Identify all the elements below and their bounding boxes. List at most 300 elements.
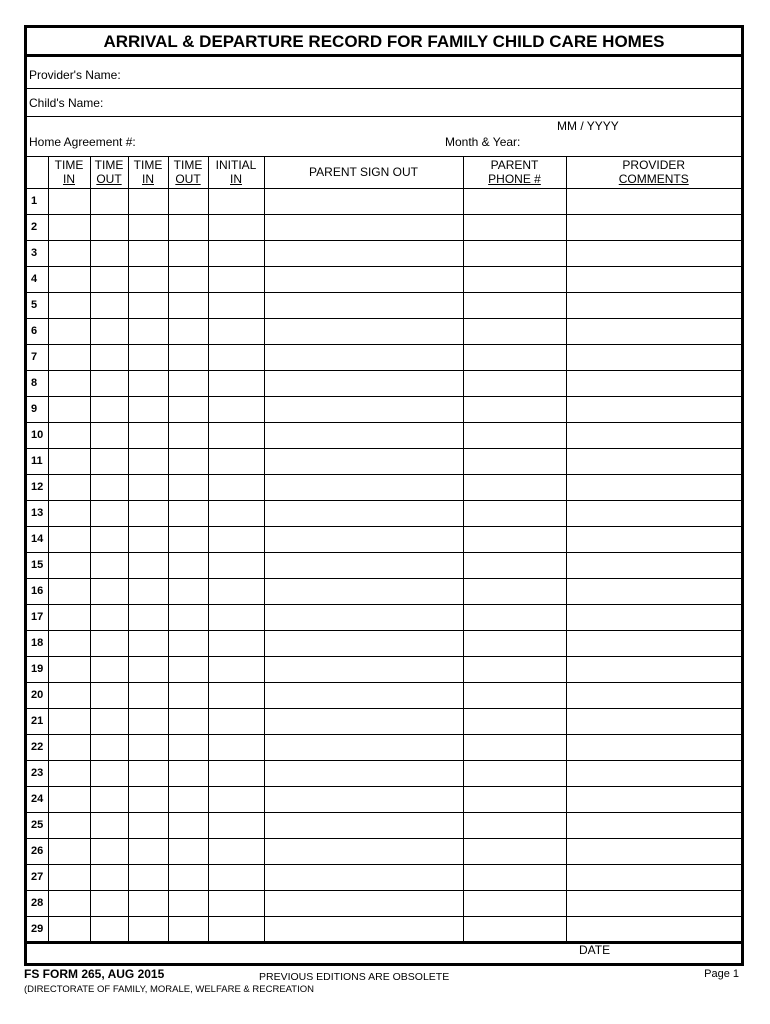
- row-number: 10: [27, 422, 48, 448]
- cell-time-in-2[interactable]: [128, 214, 168, 240]
- cell-time-in-1[interactable]: [48, 370, 90, 396]
- cell-time-in-1[interactable]: [48, 630, 90, 656]
- cell-parent-phone[interactable]: [463, 344, 566, 370]
- cell-time-out-1[interactable]: [90, 266, 128, 292]
- cell-initial-in[interactable]: [208, 552, 264, 578]
- cell-parent-phone[interactable]: [463, 396, 566, 422]
- cell-initial-in[interactable]: [208, 890, 264, 916]
- cell-time-in-1[interactable]: [48, 318, 90, 344]
- cell-initial-in[interactable]: [208, 864, 264, 890]
- cell-parent-phone[interactable]: [463, 422, 566, 448]
- cell-provider-comments[interactable]: [566, 734, 741, 760]
- cell-time-in-2[interactable]: [128, 708, 168, 734]
- cell-initial-in[interactable]: [208, 370, 264, 396]
- cell-parent-phone[interactable]: [463, 864, 566, 890]
- cell-initial-in[interactable]: [208, 474, 264, 500]
- row-number: 7: [27, 344, 48, 370]
- cell-initial-in[interactable]: [208, 812, 264, 838]
- cell-parent-phone[interactable]: [463, 526, 566, 552]
- cell-time-out-2[interactable]: [168, 760, 208, 786]
- cell-initial-in[interactable]: [208, 344, 264, 370]
- cell-parent-sign-out[interactable]: [264, 266, 463, 292]
- table-header-row: [27, 157, 741, 188]
- cell-provider-comments[interactable]: [566, 266, 741, 292]
- row-number: 29: [27, 916, 48, 942]
- cell-parent-sign-out[interactable]: [264, 188, 463, 214]
- cell-parent-sign-out[interactable]: [264, 682, 463, 708]
- cell-initial-in[interactable]: [208, 292, 264, 318]
- table-row: [27, 812, 741, 838]
- cell-provider-comments[interactable]: [566, 370, 741, 396]
- directorate-note: (DIRECTORATE OF FAMILY, MORALE, WELFARE & RECREATION: [24, 984, 314, 995]
- childs-name-label: Child's Name:: [29, 96, 104, 110]
- cell-time-out-2[interactable]: [168, 396, 208, 422]
- cell-parent-phone[interactable]: [463, 656, 566, 682]
- row-number: 15: [27, 552, 48, 578]
- row-number: 17: [27, 604, 48, 630]
- page-number: Page 1: [704, 968, 739, 980]
- table-row: [27, 370, 741, 396]
- table-row: [27, 552, 741, 578]
- cell-parent-sign-out[interactable]: [264, 812, 463, 838]
- form-title: ARRIVAL & DEPARTURE RECORD FOR FAMILY CHILD CARE HOMES: [27, 28, 741, 57]
- header-time-out-2: TIME OUT: [168, 157, 208, 188]
- cell-initial-in[interactable]: [208, 786, 264, 812]
- cell-time-in-2[interactable]: [128, 370, 168, 396]
- cell-time-out-1[interactable]: [90, 578, 128, 604]
- cell-time-in-2[interactable]: [128, 734, 168, 760]
- cell-parent-phone[interactable]: [463, 786, 566, 812]
- cell-provider-comments[interactable]: [566, 630, 741, 656]
- cell-time-out-1[interactable]: [90, 344, 128, 370]
- cell-time-in-1[interactable]: [48, 526, 90, 552]
- cell-parent-sign-out[interactable]: [264, 214, 463, 240]
- cell-time-in-2[interactable]: [128, 656, 168, 682]
- cell-provider-comments[interactable]: [566, 812, 741, 838]
- cell-time-out-1[interactable]: [90, 890, 128, 916]
- table-row: [27, 786, 741, 812]
- cell-time-out-2[interactable]: [168, 292, 208, 318]
- cell-parent-phone[interactable]: [463, 214, 566, 240]
- cell-time-out-1[interactable]: [90, 448, 128, 474]
- cell-time-out-1[interactable]: [90, 630, 128, 656]
- row-number: 25: [27, 812, 48, 838]
- table-row: [27, 734, 741, 760]
- table-row: [27, 422, 741, 448]
- cell-time-in-1[interactable]: [48, 500, 90, 526]
- cell-initial-in[interactable]: [208, 656, 264, 682]
- cell-time-out-2[interactable]: [168, 422, 208, 448]
- month-year-format-hint: MM / YYYY: [557, 119, 619, 133]
- cell-time-in-1[interactable]: [48, 760, 90, 786]
- row-number: 27: [27, 864, 48, 890]
- cell-time-in-1[interactable]: [48, 812, 90, 838]
- cell-parent-sign-out[interactable]: [264, 318, 463, 344]
- cell-parent-sign-out[interactable]: [264, 734, 463, 760]
- cell-parent-phone[interactable]: [463, 292, 566, 318]
- cell-time-out-2[interactable]: [168, 604, 208, 630]
- table-row: [27, 890, 741, 916]
- cell-time-in-1[interactable]: [48, 422, 90, 448]
- cell-parent-phone[interactable]: [463, 578, 566, 604]
- cell-time-in-1[interactable]: [48, 474, 90, 500]
- cell-provider-comments[interactable]: [566, 864, 741, 890]
- cell-provider-comments[interactable]: [566, 578, 741, 604]
- row-number: 16: [27, 578, 48, 604]
- cell-time-in-1[interactable]: [48, 188, 90, 214]
- cell-time-out-1[interactable]: [90, 422, 128, 448]
- header-initial-in: INITIAL IN: [208, 157, 264, 188]
- cell-initial-in[interactable]: [208, 188, 264, 214]
- cell-time-in-2[interactable]: [128, 396, 168, 422]
- cell-initial-in[interactable]: [208, 838, 264, 864]
- cell-time-out-2[interactable]: [168, 474, 208, 500]
- cell-time-out-1[interactable]: [90, 292, 128, 318]
- providers-name-label: Provider's Name:: [29, 68, 121, 82]
- cell-parent-phone[interactable]: [463, 760, 566, 786]
- cell-time-out-1[interactable]: [90, 240, 128, 266]
- cell-provider-comments[interactable]: [566, 890, 741, 916]
- cell-time-in-1[interactable]: [48, 292, 90, 318]
- header-provider-comments: PROVIDER COMMENTS: [566, 157, 741, 188]
- row-number: 11: [27, 448, 48, 474]
- cell-time-in-1[interactable]: [48, 786, 90, 812]
- cell-time-in-2[interactable]: [128, 682, 168, 708]
- table-row: [27, 188, 741, 214]
- cell-time-in-2[interactable]: [128, 760, 168, 786]
- cell-time-in-2[interactable]: [128, 188, 168, 214]
- table-row: [27, 760, 741, 786]
- cell-provider-comments[interactable]: [566, 318, 741, 344]
- cell-parent-phone[interactable]: [463, 448, 566, 474]
- cell-provider-comments[interactable]: [566, 214, 741, 240]
- row-number: 18: [27, 630, 48, 656]
- cell-time-in-1[interactable]: [48, 552, 90, 578]
- table-row: [27, 864, 741, 890]
- form-id: FS FORM 265, AUG 2015: [24, 967, 165, 981]
- cell-initial-in[interactable]: [208, 240, 264, 266]
- cell-parent-sign-out[interactable]: [264, 500, 463, 526]
- cell-parent-phone[interactable]: [463, 682, 566, 708]
- cell-initial-in[interactable]: [208, 682, 264, 708]
- cell-initial-in[interactable]: [208, 214, 264, 240]
- cell-time-in-1[interactable]: [48, 344, 90, 370]
- cell-parent-sign-out[interactable]: [264, 344, 463, 370]
- row-number: 23: [27, 760, 48, 786]
- row-number: 9: [27, 396, 48, 422]
- cell-time-in-2[interactable]: [128, 500, 168, 526]
- cell-time-out-2[interactable]: [168, 812, 208, 838]
- cell-provider-comments[interactable]: [566, 604, 741, 630]
- cell-parent-sign-out[interactable]: [264, 604, 463, 630]
- cell-time-out-2[interactable]: [168, 708, 208, 734]
- cell-time-in-1[interactable]: [48, 214, 90, 240]
- table-row: [27, 474, 741, 500]
- cell-time-out-1[interactable]: [90, 500, 128, 526]
- header-row-number: [27, 157, 48, 188]
- cell-provider-comments[interactable]: [566, 682, 741, 708]
- header-parent-sign-out: PARENT SIGN OUT: [264, 157, 463, 188]
- cell-time-out-2[interactable]: [168, 214, 208, 240]
- cell-time-in-2[interactable]: [128, 578, 168, 604]
- cell-time-out-1[interactable]: [90, 318, 128, 344]
- cell-parent-phone[interactable]: [463, 708, 566, 734]
- cell-parent-sign-out[interactable]: [264, 422, 463, 448]
- cell-parent-phone[interactable]: [463, 890, 566, 916]
- cell-time-out-1[interactable]: [90, 188, 128, 214]
- row-number: 26: [27, 838, 48, 864]
- row-number: 28: [27, 890, 48, 916]
- cell-time-out-2[interactable]: [168, 682, 208, 708]
- signature-date-row[interactable]: [27, 937, 741, 963]
- cell-time-out-1[interactable]: [90, 864, 128, 890]
- attendance-table: [27, 157, 741, 944]
- cell-time-in-2[interactable]: [128, 344, 168, 370]
- row-number: 13: [27, 500, 48, 526]
- cell-time-out-2[interactable]: [168, 370, 208, 396]
- row-number: 3: [27, 240, 48, 266]
- header-time-in-1: TIME IN: [48, 157, 90, 188]
- cell-initial-in[interactable]: [208, 604, 264, 630]
- table-row: [27, 604, 741, 630]
- row-number: 12: [27, 474, 48, 500]
- table-row: [27, 266, 741, 292]
- table-row: [27, 344, 741, 370]
- cell-time-in-1[interactable]: [48, 266, 90, 292]
- cell-parent-phone[interactable]: [463, 188, 566, 214]
- table-row: [27, 526, 741, 552]
- cell-time-out-1[interactable]: [90, 552, 128, 578]
- row-number: 20: [27, 682, 48, 708]
- cell-time-out-1[interactable]: [90, 214, 128, 240]
- cell-time-in-1[interactable]: [48, 604, 90, 630]
- row-number: 8: [27, 370, 48, 396]
- cell-parent-phone[interactable]: [463, 838, 566, 864]
- cell-initial-in[interactable]: [208, 396, 264, 422]
- cell-parent-sign-out[interactable]: [264, 370, 463, 396]
- cell-time-out-2[interactable]: [168, 266, 208, 292]
- cell-parent-sign-out[interactable]: [264, 864, 463, 890]
- row-number: 22: [27, 734, 48, 760]
- cell-time-out-2[interactable]: [168, 786, 208, 812]
- cell-time-out-1[interactable]: [90, 526, 128, 552]
- header-time-in-2: TIME IN: [128, 157, 168, 188]
- cell-parent-sign-out[interactable]: [264, 526, 463, 552]
- cell-parent-sign-out[interactable]: [264, 630, 463, 656]
- obsolete-note: PREVIOUS EDITIONS ARE OBSOLETE: [259, 971, 450, 983]
- cell-time-out-1[interactable]: [90, 812, 128, 838]
- cell-parent-phone[interactable]: [463, 630, 566, 656]
- cell-time-out-2[interactable]: [168, 864, 208, 890]
- cell-time-in-1[interactable]: [48, 240, 90, 266]
- cell-parent-phone[interactable]: [463, 474, 566, 500]
- cell-time-in-2[interactable]: [128, 474, 168, 500]
- cell-parent-phone[interactable]: [463, 266, 566, 292]
- cell-parent-sign-out[interactable]: [264, 838, 463, 864]
- cell-parent-sign-out[interactable]: [264, 760, 463, 786]
- cell-parent-phone[interactable]: [463, 734, 566, 760]
- cell-time-out-2[interactable]: [168, 890, 208, 916]
- cell-time-in-1[interactable]: [48, 578, 90, 604]
- cell-time-in-1[interactable]: [48, 890, 90, 916]
- cell-time-out-2[interactable]: [168, 240, 208, 266]
- arrival-departure-form: [24, 25, 744, 966]
- cell-time-in-1[interactable]: [48, 682, 90, 708]
- cell-time-out-1[interactable]: [90, 838, 128, 864]
- cell-time-in-2[interactable]: [128, 838, 168, 864]
- cell-time-in-2[interactable]: [128, 812, 168, 838]
- cell-initial-in[interactable]: [208, 500, 264, 526]
- cell-time-in-1[interactable]: [48, 838, 90, 864]
- row-number: 2: [27, 214, 48, 240]
- cell-time-in-1[interactable]: [48, 656, 90, 682]
- cell-parent-phone[interactable]: [463, 552, 566, 578]
- cell-time-in-2[interactable]: [128, 526, 168, 552]
- cell-time-in-2[interactable]: [128, 604, 168, 630]
- cell-time-out-2[interactable]: [168, 734, 208, 760]
- cell-time-out-2[interactable]: [168, 500, 208, 526]
- cell-provider-comments[interactable]: [566, 292, 741, 318]
- cell-time-out-2[interactable]: [168, 344, 208, 370]
- table-row: [27, 396, 741, 422]
- table-row: [27, 318, 741, 344]
- cell-provider-comments[interactable]: [566, 344, 741, 370]
- cell-time-out-1[interactable]: [90, 734, 128, 760]
- cell-time-out-2[interactable]: [168, 838, 208, 864]
- cell-parent-sign-out[interactable]: [264, 890, 463, 916]
- cell-provider-comments[interactable]: [566, 760, 741, 786]
- table-row: [27, 682, 741, 708]
- cell-provider-comments[interactable]: [566, 422, 741, 448]
- cell-provider-comments[interactable]: [566, 474, 741, 500]
- cell-parent-sign-out[interactable]: [264, 396, 463, 422]
- cell-time-out-1[interactable]: [90, 474, 128, 500]
- cell-time-in-2[interactable]: [128, 240, 168, 266]
- row-number: 21: [27, 708, 48, 734]
- cell-parent-phone[interactable]: [463, 604, 566, 630]
- cell-time-in-2[interactable]: [128, 448, 168, 474]
- cell-time-out-2[interactable]: [168, 578, 208, 604]
- row-number: 14: [27, 526, 48, 552]
- cell-provider-comments[interactable]: [566, 188, 741, 214]
- cell-time-out-1[interactable]: [90, 604, 128, 630]
- cell-provider-comments[interactable]: [566, 448, 741, 474]
- cell-parent-sign-out[interactable]: [264, 578, 463, 604]
- cell-time-in-1[interactable]: [48, 448, 90, 474]
- month-year-label: Month & Year:: [445, 135, 521, 149]
- cell-initial-in[interactable]: [208, 760, 264, 786]
- cell-time-in-2[interactable]: [128, 630, 168, 656]
- cell-time-in-1[interactable]: [48, 734, 90, 760]
- cell-time-out-2[interactable]: [168, 318, 208, 344]
- cell-provider-comments[interactable]: [566, 786, 741, 812]
- cell-parent-phone[interactable]: [463, 370, 566, 396]
- cell-time-out-2[interactable]: [168, 630, 208, 656]
- cell-time-out-2[interactable]: [168, 448, 208, 474]
- row-number: 1: [27, 188, 48, 214]
- cell-parent-phone[interactable]: [463, 240, 566, 266]
- cell-provider-comments[interactable]: [566, 526, 741, 552]
- cell-initial-in[interactable]: [208, 318, 264, 344]
- cell-provider-comments[interactable]: [566, 396, 741, 422]
- cell-initial-in[interactable]: [208, 630, 264, 656]
- cell-time-out-2[interactable]: [168, 188, 208, 214]
- cell-time-out-2[interactable]: [168, 526, 208, 552]
- cell-parent-sign-out[interactable]: [264, 292, 463, 318]
- cell-time-in-2[interactable]: [128, 864, 168, 890]
- cell-provider-comments[interactable]: [566, 838, 741, 864]
- cell-time-out-1[interactable]: [90, 786, 128, 812]
- cell-provider-comments[interactable]: [566, 708, 741, 734]
- row-number: 19: [27, 656, 48, 682]
- cell-parent-sign-out[interactable]: [264, 448, 463, 474]
- table-row: [27, 656, 741, 682]
- cell-initial-in[interactable]: [208, 422, 264, 448]
- cell-parent-sign-out[interactable]: [264, 240, 463, 266]
- childs-name-field[interactable]: [27, 89, 741, 117]
- cell-time-out-2[interactable]: [168, 656, 208, 682]
- cell-time-out-1[interactable]: [90, 708, 128, 734]
- agreement-month-row: [27, 117, 741, 157]
- cell-time-in-2[interactable]: [128, 552, 168, 578]
- cell-time-in-2[interactable]: [128, 422, 168, 448]
- cell-parent-phone[interactable]: [463, 318, 566, 344]
- cell-provider-comments[interactable]: [566, 240, 741, 266]
- cell-initial-in[interactable]: [208, 578, 264, 604]
- table-row: [27, 240, 741, 266]
- cell-time-in-1[interactable]: [48, 396, 90, 422]
- cell-time-out-1[interactable]: [90, 656, 128, 682]
- cell-time-out-2[interactable]: [168, 552, 208, 578]
- cell-provider-comments[interactable]: [566, 500, 741, 526]
- cell-time-in-2[interactable]: [128, 890, 168, 916]
- cell-time-out-1[interactable]: [90, 396, 128, 422]
- cell-parent-phone[interactable]: [463, 500, 566, 526]
- table-row: [27, 708, 741, 734]
- cell-time-in-2[interactable]: [128, 266, 168, 292]
- cell-time-in-2[interactable]: [128, 292, 168, 318]
- cell-parent-sign-out[interactable]: [264, 786, 463, 812]
- cell-initial-in[interactable]: [208, 526, 264, 552]
- cell-time-out-1[interactable]: [90, 760, 128, 786]
- cell-parent-sign-out[interactable]: [264, 474, 463, 500]
- cell-time-out-1[interactable]: [90, 682, 128, 708]
- cell-time-out-1[interactable]: [90, 370, 128, 396]
- home-agreement-label: Home Agreement #:: [29, 135, 136, 149]
- header-time-out-1: TIME OUT: [90, 157, 128, 188]
- cell-provider-comments[interactable]: [566, 656, 741, 682]
- cell-time-in-1[interactable]: [48, 864, 90, 890]
- cell-initial-in[interactable]: [208, 448, 264, 474]
- table-row: [27, 630, 741, 656]
- row-number: 4: [27, 266, 48, 292]
- cell-initial-in[interactable]: [208, 266, 264, 292]
- cell-parent-sign-out[interactable]: [264, 656, 463, 682]
- cell-provider-comments[interactable]: [566, 552, 741, 578]
- cell-initial-in[interactable]: [208, 708, 264, 734]
- table-row: [27, 578, 741, 604]
- cell-initial-in[interactable]: [208, 734, 264, 760]
- cell-parent-sign-out[interactable]: [264, 552, 463, 578]
- header-parent-phone: PARENT PHONE #: [463, 157, 566, 188]
- cell-parent-sign-out[interactable]: [264, 708, 463, 734]
- cell-time-in-2[interactable]: [128, 786, 168, 812]
- table-row: [27, 448, 741, 474]
- cell-time-in-1[interactable]: [48, 708, 90, 734]
- cell-parent-phone[interactable]: [463, 812, 566, 838]
- cell-time-in-2[interactable]: [128, 318, 168, 344]
- providers-name-field[interactable]: [27, 57, 741, 89]
